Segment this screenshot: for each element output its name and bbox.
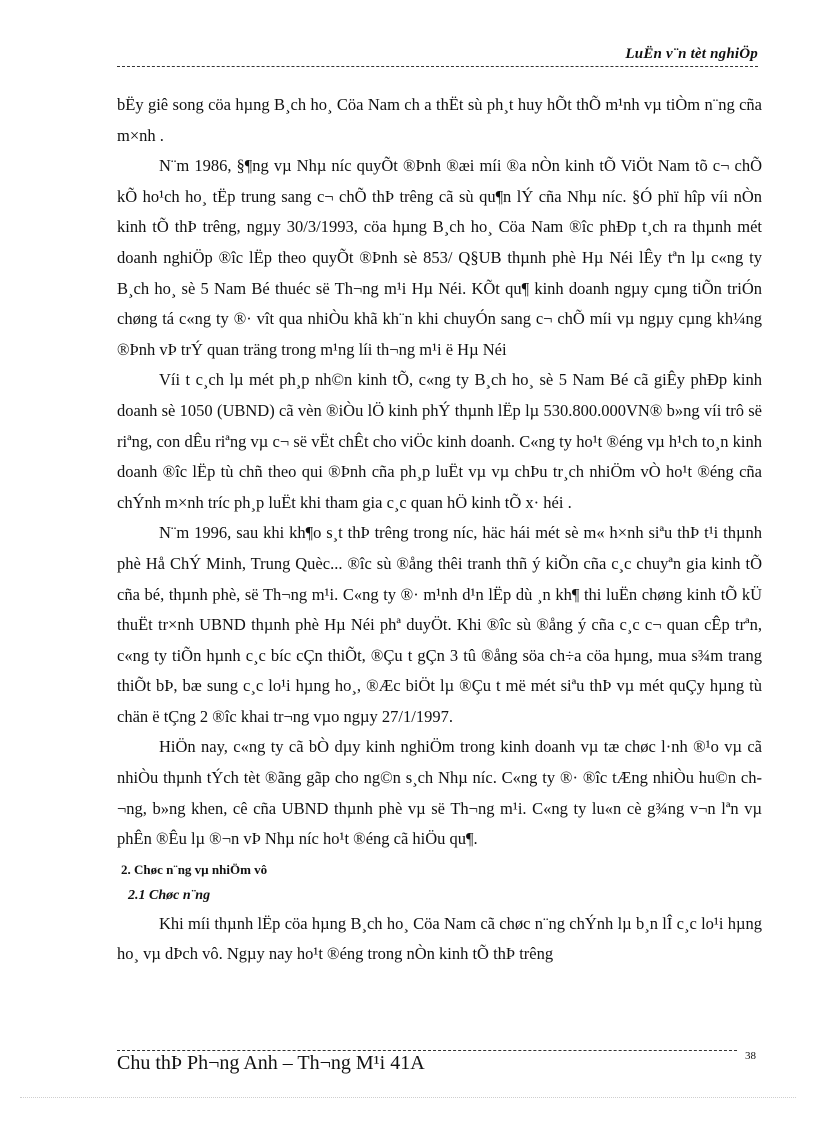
paragraph-6: Khi míi thµnh lËp cöa hµng B¸ch ho¸ Cöa Nam cã chøc n¨ng chÝnh lµ b¸n lÎ c¸c lo¹i hµng ho¸ vµ dÞch vô. Ngµy nay ho¹t ®éng trong nÒn kinh tÕ thÞ trêng — [117, 913, 762, 964]
paragraph-5: HiÖn nay, c«ng ty cã bÒ dµy kinh nghiÖm trong kinh doanh vµ tæ chøc l·nh ®¹o vµ cã nhiÒu thµnh tÝch tèt ®ãng gãp cho ng©n s¸ch Nhµ níc. C«ng ty ®· ®îc tÆng nhiÒu hu©n ch¬ng, b»ng khen, cê cña UBND thµnh phè vµ së Th¬ng m¹i. C«ng ty lu«n cè g¾ng v¬n lªn vµ phÊn ®Êu lµ ®¬n vÞ Nhµ níc ho¹t ®éng cã hiÖu qu¶. — [117, 737, 762, 849]
paragraph-4: N¨m 1996, sau khi kh¶o s¸t thÞ trêng trong níc, häc hái mét sè m« h×nh siªu thÞ t¹i thµnh phè Hå ChÝ Minh, Trung Quèc... ®îc sù ®ång thêi tranh thñ ý kiÕn cña c¸c chuyªn gia kinh tÕ cña bé, thµnh phè, së Th¬ng m¹i. C«ng ty ®· m¹nh d¹n lËp dù ¸n kh¶ thi luËn chøng kinh tÕ kÜ thuËt tr×nh UBND thµnh phè Hµ Néi phª duyÖt. Khi ®îc sù ®ång ý cña c¸c c¬ quan cÊp trªn, c«ng ty tiÕn hµnh c¸c bíc cÇn thiÕt, ®Çu t gÇn 3 tû ®ång söa ch÷a cöa hµng, mua s¾m trang thiÕt bÞ, bæ sung c¸c lo¹i hµng ho¸, ®Æc biÖt lµ ®Çu t më mét siªu thÞ vµ mét quÇy hµng tù chän ë tÇng 2 ®îc khai tr¬ng vµo ngµy 27/1/1997. — [117, 523, 762, 726]
section-heading-2-1: 2.1 Chøc n¨ng — [128, 887, 211, 903]
footer-divider — [117, 1050, 737, 1051]
body-text — [117, 90, 762, 970]
paragraph-1: bËy giê song cöa hµng B¸ch ho¸ Cöa Nam ch a thËt sù ph¸t huy hÕt thÕ m¹nh vµ tiÒm n¨ng cña m×nh . — [117, 95, 762, 145]
footer-author: Chu thÞ Ph¬ng Anh – Th¬ng M¹i 41A — [117, 1052, 425, 1074]
paragraph-2: N¨m 1986, §¶ng vµ Nhµ níc quyÕt ®Þnh ®æi míi ®a nÒn kinh tÕ ViÖt Nam tõ c¬ chÕ kÕ ho¹ch ho¸ tËp trung sang c¬ chÕ thÞ trêng cã sù qu¶n lÝ cña Nhµ níc. §Ó phï hîp víi nÒn kinh tÕ thÞ trêng, ngµy 30/3/1993, cöa hµng B¸ch ho¸ Cöa Nam ®îc phÐp t¸ch ra thµnh mét doanh nghiÖp ®îc lËp theo quyÕt ®Þnh sè 853/ Q§UB thµnh phè Hµ Néi lÊy tªn lµ c«ng ty B¸ch ho¸ sè 5 Nam Bé thuéc së Th¬ng m¹i Hµ Néi. KÕt qu¶ kinh doanh ngµy cµng tiÕn triÓn chøng tá c«ng ty ®· vît qua nhiÒu khã kh¨n khi chuyÓn sang c¬ chÕ míi vµ ngµy cµng kh¼ng ®Þnh vÞ trÝ quan träng trong m¹ng líi th¬ng m¹i ë Hµ Néi — [117, 156, 762, 359]
page-number: 38 — [745, 1050, 756, 1062]
section-heading-2: 2. Chøc n¨ng vµ nhiÖm vô — [121, 861, 268, 877]
page-bottom-border — [20, 1097, 796, 1098]
header-divider — [117, 66, 758, 67]
paragraph-3: Víi t c¸ch lµ mét ph¸p nh©n kinh tÕ, c«ng ty B¸ch ho¸ sè 5 Nam Bé cã giÊy phÐp kinh doanh sè 1050 (UBND) cã vèn ®iÒu lÖ kinh phÝ thµnh lËp lµ 530.800.000VN® b»ng víi trô së riªng, con dÊu riªng vµ c¬ së vËt chÊt cho viÖc kinh doanh. C«ng ty ho¹t ®éng vµ h¹ch to¸n kinh doanh ®îc lËp tù chñ theo qui ®Þnh cña ph¸p luËt vµ vµ chÞu tr¸ch nhiÖm vÒ ho¹t ®éng cña chÝnh m×nh tríc ph¸p luËt khi tham gia c¸c quan hÖ kinh tÕ x· héi . — [117, 370, 762, 512]
running-header-title: LuËn v¨n tèt nghiÖp — [625, 46, 758, 62]
